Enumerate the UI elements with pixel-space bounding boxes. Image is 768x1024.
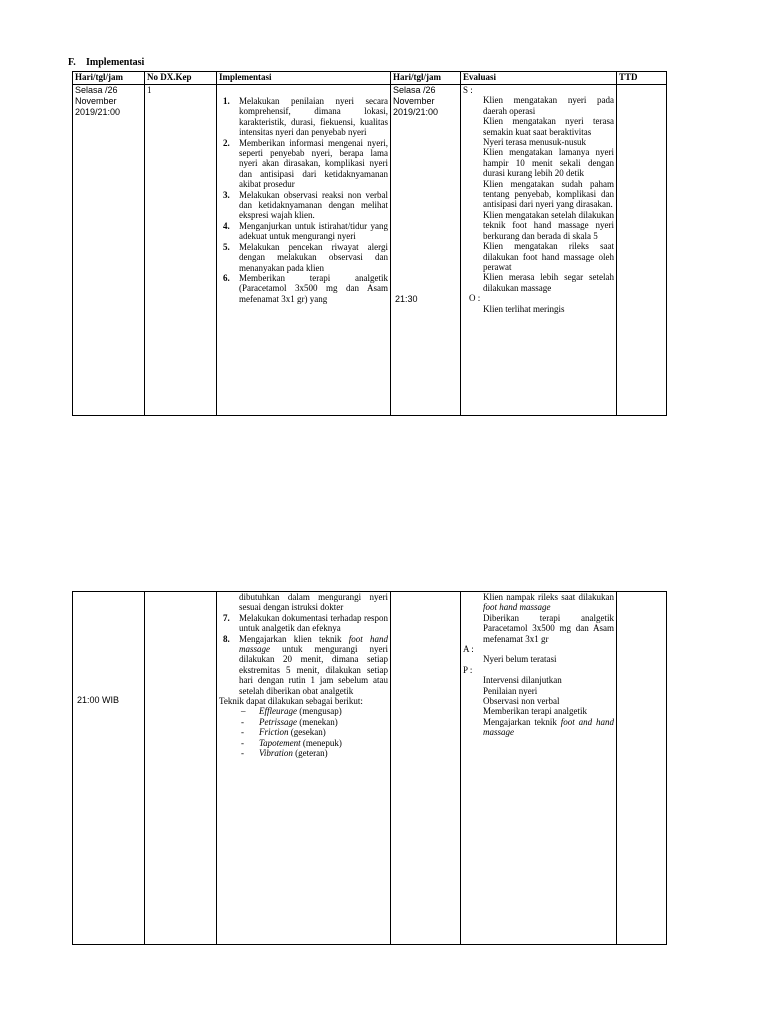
date-text: Selasa /26 November 2019/21:00	[75, 85, 121, 117]
cell-ttd	[617, 85, 667, 416]
cell-time-left	[73, 592, 145, 945]
cell-ttd	[617, 592, 667, 945]
table-row	[73, 85, 667, 416]
list-item: Klien terlihat meringis	[483, 303, 565, 314]
list-item: Klien merasa lebih segar setelah dilakukan massage	[483, 272, 614, 293]
teknik-intro: Teknik dapat dilakukan sebagai berikut:	[219, 696, 363, 707]
list-item: Klien mengatakan rileks saat dilakukan foot hand massage oleh perawat	[483, 241, 614, 272]
list-item: Intervensi dilanjutkan	[483, 675, 562, 686]
cell-dx-no	[145, 592, 217, 945]
header-evaluasi: Evaluasi	[461, 72, 617, 85]
header-hari-tgl-jam: Hari/tgl/jam	[73, 72, 145, 85]
list-item: Diberikan terapi analgetik Paracetamol 3x500 mg dan Asam mefenamat 3x1 gr	[483, 612, 614, 644]
cell-date-left	[73, 85, 145, 416]
header-implementasi: Implementasi	[217, 72, 391, 85]
list-item: - Friction (gesekan)	[241, 727, 326, 738]
evaluasi-a-label: A :	[463, 644, 474, 655]
list-item: Klien mengatakan nyeri terasa semakin kuat saat beraktivitas	[483, 116, 614, 137]
list-item: Nyeri terasa menusuk-nusuk	[483, 137, 586, 148]
list-item: Memberikan terapi analgetik	[483, 706, 587, 717]
list-item: Klien mengatakan lamanya nyeri hampir 10 menit sekali dengan durasi kurang lebih 20 detik	[483, 147, 614, 179]
list-item: 5. Melakukan pencekan riwayat alergi dengan melakukan observasi dan menanyakan pada klien	[223, 241, 388, 273]
implementasi-list	[219, 96, 388, 304]
evaluasi-s-label: S :	[463, 85, 473, 95]
section-title: Implementasi	[86, 57, 145, 68]
list-item: - Tapotement (menepuk)	[241, 737, 342, 748]
list-item: Mengajarkan teknik foot and hand massage	[483, 716, 614, 738]
implementasi-continuation: dibutuhkan dalam mengurangi nyeri sesuai dengan istruksi dokter	[239, 592, 388, 613]
cell-date-right	[391, 592, 461, 945]
teknik-list	[219, 706, 388, 758]
list-item: 2. Memberikan informasi mengenai nyeri, seperti penyebab nyeri, berapa lama nyeri akan dirasakan, komplikasi nyeri dan antisipasi dari ketidaknyamanan akibat prosedur	[223, 137, 388, 190]
table-header-row	[73, 72, 667, 85]
section-number: F.	[68, 57, 76, 68]
date-text: Selasa /26 November 2019/21:00	[393, 85, 439, 117]
evaluasi-o-label: O :	[469, 293, 481, 304]
cell-implementasi	[217, 592, 391, 945]
list-item: Klien nampak rileks saat dilakukan foot hand massage	[483, 592, 614, 613]
time-text: 21:30	[395, 294, 418, 304]
list-item: 6. Memberikan terapi analgetik (Paracetamol 3x500 mg dan Asam mefenamat 3x1 gr) yang	[223, 272, 388, 304]
list-item: Penilaian nyeri	[483, 685, 538, 696]
list-item: 8. Mengajarkan klien teknik foot hand massage untuk mengurangi nyeri dilakukan 20 menit, dimana setiap ekstremitas 5 menit, dilakukan setiap hari dengan rutin 1 jam sebelum atau setelah diberikan obat analgetik	[223, 633, 388, 696]
list-item: Nyeri belum teratasi	[483, 654, 557, 665]
implementasi-list	[219, 613, 388, 696]
cell-evaluasi	[461, 85, 617, 416]
list-item: Klien mengatakan sudah paham tentang penyebab, komplikasi dan antisipasi dari nyeri yang dirasakan.	[483, 178, 614, 210]
list-item: Klien mengatakan setelah dilakukan teknik foot hand massage nyeri berkurang dan berada di skala 5	[483, 209, 614, 241]
evaluasi-p-label: P :	[463, 664, 473, 675]
list-item: Klien mengatakan nyeri pada daerah operasi	[483, 95, 614, 116]
list-item: 4. Menganjurkan untuk istirahat/tidur yang adekuat untuk mengurangi nyeri	[223, 220, 388, 242]
list-item: 7. Melakukan dokumentasi terhadap respon untuk analgetik dan efeknya	[223, 612, 388, 634]
list-item: - Vibration (geteran)	[241, 748, 328, 759]
time-text: 21:00 WIB	[77, 695, 120, 705]
list-item: Observasi non verbal	[483, 696, 560, 707]
dx-number: 1	[147, 85, 152, 95]
list-item: – Effleurage (mengusap)	[241, 706, 342, 717]
section-heading	[68, 57, 144, 68]
implementation-table-page1	[72, 71, 667, 416]
header-no-dx-kep: No DX.Kep	[145, 72, 217, 85]
cell-evaluasi	[461, 592, 617, 945]
implementation-table-page2	[72, 591, 667, 945]
table-row	[73, 592, 667, 945]
cell-implementasi	[217, 85, 391, 416]
list-item: - Petrissage (menekan)	[241, 716, 338, 727]
cell-dx-no	[145, 85, 217, 416]
cell-date-right	[391, 85, 461, 416]
list-item: 3. Melakukan observasi reaksi non verbal dan ketidaknyamanan dengan melihat ekspresi wajah klien.	[223, 189, 388, 221]
list-item: 1. Melakukan penilaian nyeri secara komprehensif, dimana lokasi, karakteristik, durasi, fiekuensi, kualitas intensitas nyeri dan penyebab nyeri	[223, 96, 388, 138]
header-hari-tgl-jam-2: Hari/tgl/jam	[391, 72, 461, 85]
header-ttd: TTD	[617, 72, 667, 85]
